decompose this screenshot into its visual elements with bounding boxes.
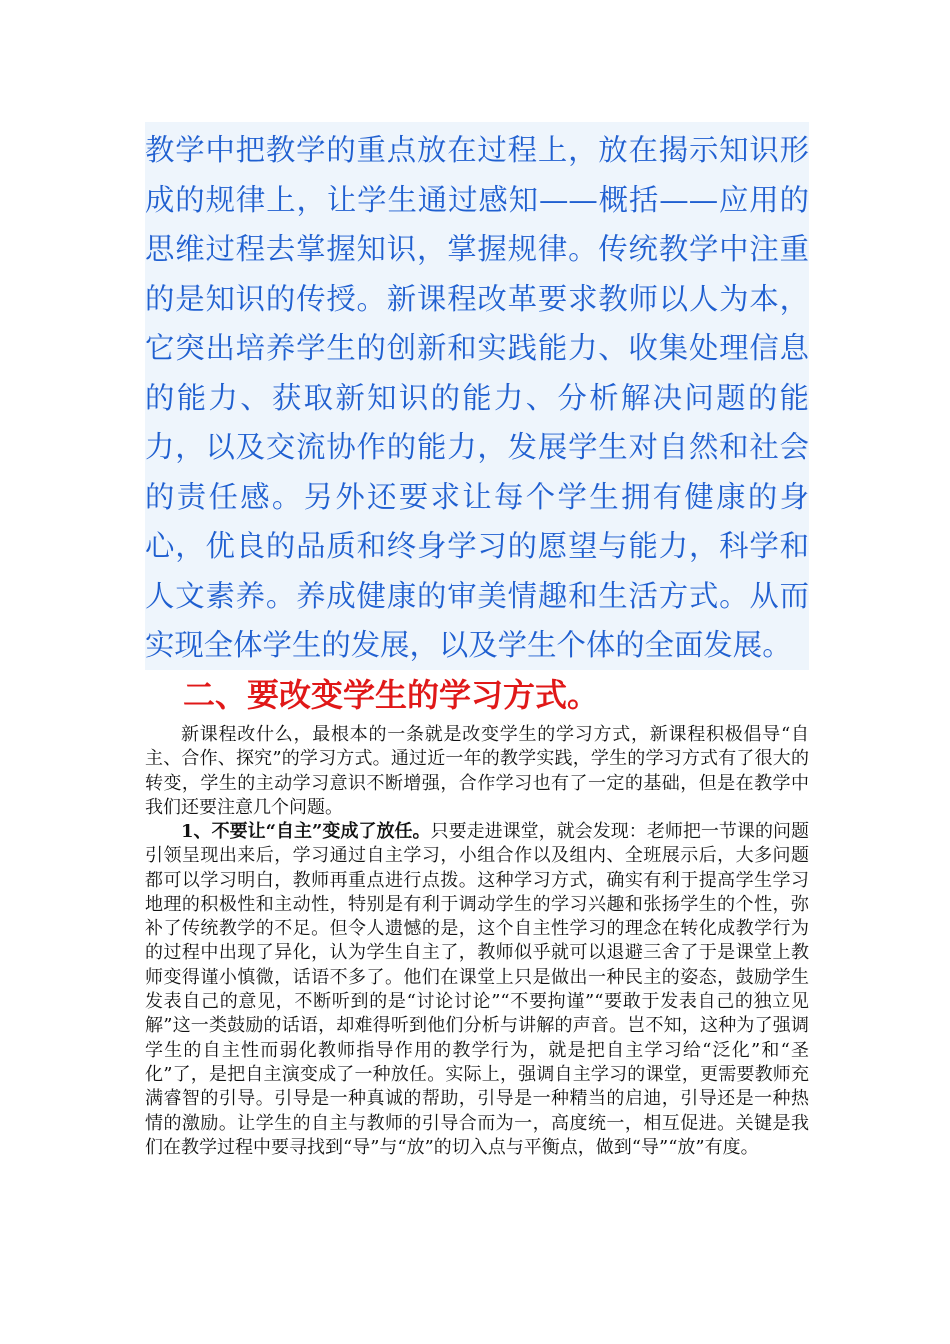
paragraph-2-lead: 1、不要让“自主”变成了放任。 <box>181 821 431 842</box>
highlighted-paragraph: 教学中把教学的重点放在过程上，放在揭示知识形成的规律上，让学生通过感知——概括——应用的思维过程去掌握知识，掌握规律。传统教学中注重的是知识的传授。新课程改革要求教师以人为本，它突出培养学生的创新和实践能力、收集处理信息的能力、获取新知识的能力、分析解决问题的能力，以及交流协作的能力，发展学生对自然和社会的责任感。另外还要求让每个学生拥有健康的身心，优良的品质和终身学习的愿望与能力，科学和人文素养。养成健康的审美情趣和生活方式。从而实现全体学生的发展，以及学生个体的全面发展。 <box>145 133 809 662</box>
section-heading: 二、要改变学生的学习方式。 <box>183 676 600 714</box>
body-paragraph-2 <box>145 820 809 1160</box>
body-paragraph-1: 新课程改什么，最根本的一条就是改变学生的学习方式，新课程积极倡导“自主、合作、探究”的学习方式。通过近一年的教学实践，学生的学习方式有了很大的转变，学生的主动学习意识不断增强，合作学习也有了一定的基础，但是在教学中我们还要注意几个问题。 <box>145 724 809 818</box>
paragraph-2-body: 只要走进课堂，就会发现：老师把一节课的问题引领呈现出来后，学习通过自主学习，小组合作以及组内、全班展示后，大多问题都可以学习明白，教师再重点进行点拨。这种学习方式，确实有利于提高学生学习地理的积极性和主动性，特别是有利于调动学生的学习兴趣和张扬学生的个性，弥补了传统教学的不足。但令人遗憾的是，这个自主性学习的理念在转化成教学行为的过程中出现了异化，认为学生自主了，教师似乎就可以退避三舍了于是课堂上教师变得谨小慎微，话语不多了。他们在课堂上只是做出一种民主的姿态，鼓励学生发表自己的意见，不断听到的是“讨论讨论”“不要拘谨”“要敢于发表自己的独立见解”这一类鼓励的话语，却难得听到他们分析与讲解的声音。岂不知，这种为了强调学生的自主性而弱化教师指导作用的教学行为，就是把自主学习给“泛化”和“圣化”了，是把自主演变成了一种放任。实际上，强调自主学习的课堂，更需要教师充满睿智的引导。引导是一种真诚的帮助，引导是一种精当的启迪，引导还是一种热情的激励。让学生的自主与教师的引导合而为一，高度统一，相互促进。关键是我们在教学过程中要寻找到“导”与“放”的切入点与平衡点，做到“导”“放”有度。 <box>145 821 809 1158</box>
